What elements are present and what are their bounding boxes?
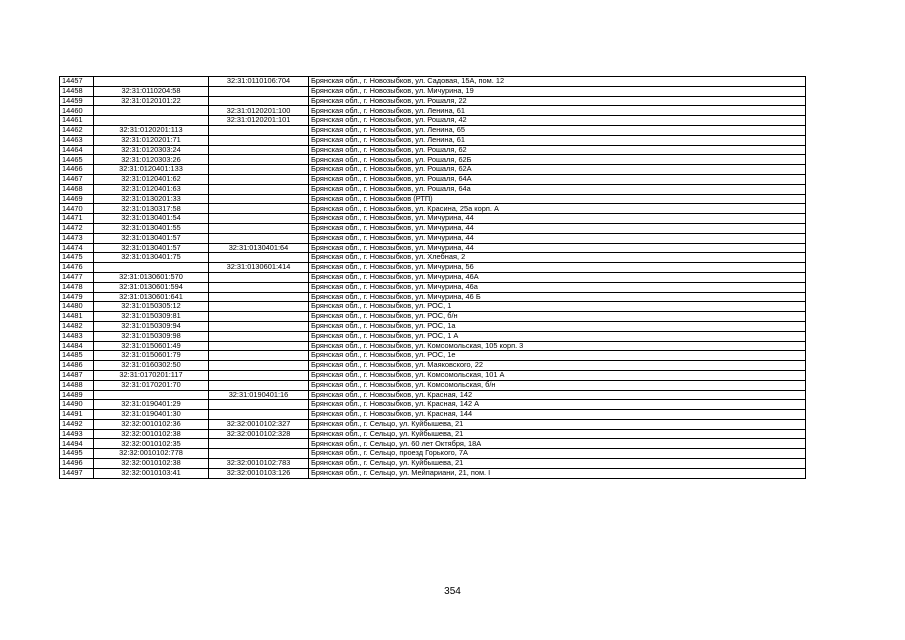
address-cell: Брянская обл., г. Сельцо, ул. Куйбышева, 21 (309, 429, 806, 439)
address-cell: Брянская обл., г. Новозыбков, ул. РОС, 1 А (309, 331, 806, 341)
cadastral-number-cell: 32:32:0010102:38 (94, 429, 209, 439)
secondary-cadastral-number-cell (209, 400, 309, 410)
table-row (60, 390, 806, 400)
secondary-cadastral-number-cell: 32:32:0010102:783 (209, 459, 309, 469)
address-cell: Брянская обл., г. Новозыбков, ул. Красина, 25а корп. А (309, 204, 806, 214)
cadastral-number-cell: 32:31:0120401:63 (94, 184, 209, 194)
secondary-cadastral-number-cell (209, 233, 309, 243)
secondary-cadastral-number-cell: 32:31:0120201:101 (209, 116, 309, 126)
address-cell: Брянская обл., г. Новозыбков, ул. РОС, 1а (309, 321, 806, 331)
table-row (60, 214, 806, 224)
address-cell: Брянская обл., г. Новозыбков, ул. Хлебная, 2 (309, 253, 806, 263)
secondary-cadastral-number-cell: 32:31:0120201:100 (209, 106, 309, 116)
table-row (60, 165, 806, 175)
address-cell: Брянская обл., г. Сельцо, ул. Мейпариани, 21, пом. I (309, 468, 806, 478)
cadastral-number-cell: 32:31:0150601:79 (94, 351, 209, 361)
cadastral-number-cell: 32:32:0010103:41 (94, 468, 209, 478)
table-row (60, 361, 806, 371)
cadastral-number-cell: 32:31:0170201:117 (94, 370, 209, 380)
table-row (60, 96, 806, 106)
secondary-cadastral-number-cell (209, 135, 309, 145)
secondary-cadastral-number-cell (209, 165, 309, 175)
cadastral-number-cell: 32:31:0150309:81 (94, 312, 209, 322)
address-cell: Брянская обл., г. Сельцо, ул. 60 лет Октября, 18А (309, 439, 806, 449)
cadastral-number-cell (94, 106, 209, 116)
secondary-cadastral-number-cell (209, 145, 309, 155)
address-cell: Брянская обл., г. Новозыбков, ул. Рошаля, 64а (309, 184, 806, 194)
row-number-cell: 14466 (60, 165, 94, 175)
secondary-cadastral-number-cell (209, 380, 309, 390)
cadastral-number-cell: 32:31:0120303:24 (94, 145, 209, 155)
table-row (60, 233, 806, 243)
secondary-cadastral-number-cell: 32:31:0110106:704 (209, 77, 309, 87)
table-row (60, 449, 806, 459)
table-row (60, 106, 806, 116)
table-row (60, 86, 806, 96)
cadastral-number-cell: 32:31:0150309:94 (94, 321, 209, 331)
address-cell: Брянская обл., г. Новозыбков, ул. Ленина, 65 (309, 125, 806, 135)
row-number-cell: 14483 (60, 331, 94, 341)
cadastral-number-cell (94, 263, 209, 273)
cadastral-number-cell: 32:31:0120201:71 (94, 135, 209, 145)
table-row (60, 400, 806, 410)
table-row (60, 312, 806, 322)
table-row (60, 351, 806, 361)
address-cell: Брянская обл., г. Новозыбков, ул. Рошаля, 62Б (309, 155, 806, 165)
table-row (60, 468, 806, 478)
address-cell: Брянская обл., г. Новозыбков, ул. РОС, 1 (309, 302, 806, 312)
row-number-cell: 14461 (60, 116, 94, 126)
address-cell: Брянская обл., г. Новозыбков, ул. Мичурина, 46А (309, 272, 806, 282)
table-row (60, 459, 806, 469)
address-cell: Брянская обл., г. Новозыбков, ул. Мичурина, 44 (309, 223, 806, 233)
address-cell: Брянская обл., г. Новозыбков (РТП) (309, 194, 806, 204)
table-row (60, 282, 806, 292)
row-number-cell: 14475 (60, 253, 94, 263)
secondary-cadastral-number-cell (209, 312, 309, 322)
cadastral-number-cell: 32:31:0130317:58 (94, 204, 209, 214)
address-cell: Брянская обл., г. Новозыбков, ул. Комсомольская, 105 корп. 3 (309, 341, 806, 351)
property-register-table (59, 76, 806, 479)
secondary-cadastral-number-cell (209, 253, 309, 263)
row-number-cell: 14481 (60, 312, 94, 322)
row-number-cell: 14493 (60, 429, 94, 439)
address-cell: Брянская обл., г. Новозыбков, ул. Комсомольская, б/н (309, 380, 806, 390)
row-number-cell: 14474 (60, 243, 94, 253)
table-row (60, 341, 806, 351)
row-number-cell: 14484 (60, 341, 94, 351)
address-cell: Брянская обл., г. Новозыбков, ул. Рошаля, 42 (309, 116, 806, 126)
table-row (60, 292, 806, 302)
row-number-cell: 14488 (60, 380, 94, 390)
row-number-cell: 14491 (60, 410, 94, 420)
address-cell: Брянская обл., г. Новозыбков, ул. Мичурина, 19 (309, 86, 806, 96)
row-number-cell: 14457 (60, 77, 94, 87)
row-number-cell: 14458 (60, 86, 94, 96)
address-cell: Брянская обл., г. Новозыбков, ул. Садовая, 15А, пом. 12 (309, 77, 806, 87)
cadastral-number-cell: 32:31:0120101:22 (94, 96, 209, 106)
table-row (60, 302, 806, 312)
row-number-cell: 14479 (60, 292, 94, 302)
address-cell: Брянская обл., г. Новозыбков, ул. Ленина, 61 (309, 135, 806, 145)
secondary-cadastral-number-cell (209, 292, 309, 302)
cadastral-number-cell: 32:31:0130601:594 (94, 282, 209, 292)
address-cell: Брянская обл., г. Новозыбков, ул. Рошаля, 62 (309, 145, 806, 155)
row-number-cell: 14472 (60, 223, 94, 233)
secondary-cadastral-number-cell (209, 449, 309, 459)
cadastral-number-cell (94, 116, 209, 126)
address-cell: Брянская обл., г. Новозыбков, ул. Красная, 142 (309, 390, 806, 400)
cadastral-number-cell: 32:31:0150601:49 (94, 341, 209, 351)
row-number-cell: 14473 (60, 233, 94, 243)
secondary-cadastral-number-cell (209, 214, 309, 224)
row-number-cell: 14478 (60, 282, 94, 292)
table-row (60, 223, 806, 233)
table-row (60, 155, 806, 165)
row-number-cell: 14495 (60, 449, 94, 459)
secondary-cadastral-number-cell (209, 86, 309, 96)
address-cell: Брянская обл., г. Сельцо, ул. Куйбышева, 21 (309, 419, 806, 429)
cadastral-number-cell: 32:31:0130601:641 (94, 292, 209, 302)
address-cell: Брянская обл., г. Новозыбков, ул. Красная, 144 (309, 410, 806, 420)
table-row (60, 253, 806, 263)
table-row (60, 194, 806, 204)
address-cell: Брянская обл., г. Новозыбков, ул. Комсомольская, 101 А (309, 370, 806, 380)
row-number-cell: 14490 (60, 400, 94, 410)
row-number-cell: 14494 (60, 439, 94, 449)
cadastral-number-cell (94, 390, 209, 400)
table-row (60, 174, 806, 184)
cadastral-number-cell: 32:32:0010102:36 (94, 419, 209, 429)
page-number: 354 (444, 586, 461, 597)
row-number-cell: 14476 (60, 263, 94, 273)
secondary-cadastral-number-cell (209, 351, 309, 361)
address-cell: Брянская обл., г. Новозыбков, ул. Красная, 142 А (309, 400, 806, 410)
address-cell: Брянская обл., г. Новозыбков, ул. Ленина, 61 (309, 106, 806, 116)
secondary-cadastral-number-cell (209, 282, 309, 292)
secondary-cadastral-number-cell: 32:32:0010102:328 (209, 429, 309, 439)
row-number-cell: 14464 (60, 145, 94, 155)
address-cell: Брянская обл., г. Новозыбков, ул. Мичурина, 56 (309, 263, 806, 273)
row-number-cell: 14492 (60, 419, 94, 429)
table-row (60, 116, 806, 126)
table-row (60, 204, 806, 214)
table-row (60, 145, 806, 155)
secondary-cadastral-number-cell: 32:31:0130401:64 (209, 243, 309, 253)
row-number-cell: 14489 (60, 390, 94, 400)
secondary-cadastral-number-cell (209, 125, 309, 135)
row-number-cell: 14465 (60, 155, 94, 165)
cadastral-number-cell: 32:31:0190401:29 (94, 400, 209, 410)
table-row (60, 77, 806, 87)
row-number-cell: 14496 (60, 459, 94, 469)
cadastral-number-cell: 32:31:0120401:62 (94, 174, 209, 184)
address-cell: Брянская обл., г. Новозыбков, ул. РОС, 1е (309, 351, 806, 361)
cadastral-number-cell (94, 77, 209, 87)
row-number-cell: 14469 (60, 194, 94, 204)
row-number-cell: 14471 (60, 214, 94, 224)
address-cell: Брянская обл., г. Новозыбков, ул. Рошаля, 64А (309, 174, 806, 184)
cadastral-number-cell: 32:32:0010102:778 (94, 449, 209, 459)
address-cell: Брянская обл., г. Новозыбков, ул. Мичурина, 46а (309, 282, 806, 292)
cadastral-number-cell: 32:31:0110204:58 (94, 86, 209, 96)
secondary-cadastral-number-cell (209, 96, 309, 106)
secondary-cadastral-number-cell: 32:31:0190401:16 (209, 390, 309, 400)
row-number-cell: 14487 (60, 370, 94, 380)
secondary-cadastral-number-cell (209, 439, 309, 449)
cadastral-number-cell: 32:31:0120201:113 (94, 125, 209, 135)
table-row (60, 370, 806, 380)
table-row (60, 419, 806, 429)
secondary-cadastral-number-cell (209, 155, 309, 165)
cadastral-number-cell: 32:31:0150309:98 (94, 331, 209, 341)
cadastral-number-cell: 32:31:0120303:26 (94, 155, 209, 165)
table-row (60, 125, 806, 135)
address-cell: Брянская обл., г. Новозыбков, ул. Рошаля, 22 (309, 96, 806, 106)
table-row (60, 410, 806, 420)
secondary-cadastral-number-cell (209, 184, 309, 194)
row-number-cell: 14485 (60, 351, 94, 361)
secondary-cadastral-number-cell: 32:31:0130601:414 (209, 263, 309, 273)
secondary-cadastral-number-cell: 32:32:0010102:327 (209, 419, 309, 429)
secondary-cadastral-number-cell (209, 174, 309, 184)
table-row (60, 331, 806, 341)
cadastral-number-cell: 32:31:0170201:70 (94, 380, 209, 390)
secondary-cadastral-number-cell (209, 370, 309, 380)
table-row (60, 380, 806, 390)
secondary-cadastral-number-cell (209, 223, 309, 233)
secondary-cadastral-number-cell (209, 272, 309, 282)
cadastral-number-cell: 32:32:0010102:38 (94, 459, 209, 469)
row-number-cell: 14486 (60, 361, 94, 371)
row-number-cell: 14497 (60, 468, 94, 478)
cadastral-number-cell: 32:31:0130401:75 (94, 253, 209, 263)
table-row (60, 243, 806, 253)
cadastral-number-cell: 32:31:0190401:30 (94, 410, 209, 420)
cadastral-number-cell: 32:31:0130401:57 (94, 243, 209, 253)
row-number-cell: 14467 (60, 174, 94, 184)
secondary-cadastral-number-cell (209, 321, 309, 331)
secondary-cadastral-number-cell (209, 302, 309, 312)
table-row (60, 263, 806, 273)
secondary-cadastral-number-cell: 32:32:0010103:126 (209, 468, 309, 478)
secondary-cadastral-number-cell (209, 194, 309, 204)
row-number-cell: 14468 (60, 184, 94, 194)
cadastral-number-cell: 32:31:0130401:55 (94, 223, 209, 233)
secondary-cadastral-number-cell (209, 361, 309, 371)
address-cell: Брянская обл., г. Новозыбков, ул. Рошаля, 62А (309, 165, 806, 175)
address-cell: Брянская обл., г. Новозыбков, ул. Мичурина, 44 (309, 214, 806, 224)
row-number-cell: 14477 (60, 272, 94, 282)
table-body (60, 77, 806, 479)
table-row (60, 272, 806, 282)
secondary-cadastral-number-cell (209, 341, 309, 351)
secondary-cadastral-number-cell (209, 331, 309, 341)
address-cell: Брянская обл., г. Сельцо, ул. Куйбышева, 21 (309, 459, 806, 469)
table-row (60, 439, 806, 449)
address-cell: Брянская обл., г. Сельцо, проезд Горького, 7А (309, 449, 806, 459)
cadastral-number-cell: 32:31:0130601:570 (94, 272, 209, 282)
table-row (60, 184, 806, 194)
cadastral-number-cell: 32:31:0120401:133 (94, 165, 209, 175)
cadastral-number-cell: 32:31:0150305:12 (94, 302, 209, 312)
row-number-cell: 14463 (60, 135, 94, 145)
table-row (60, 135, 806, 145)
address-cell: Брянская обл., г. Новозыбков, ул. Мичурина, 46 Б (309, 292, 806, 302)
row-number-cell: 14470 (60, 204, 94, 214)
address-cell: Брянская обл., г. Новозыбков, ул. РОС, б/н (309, 312, 806, 322)
address-cell: Брянская обл., г. Новозыбков, ул. Мичурина, 44 (309, 243, 806, 253)
cadastral-number-cell: 32:31:0130401:57 (94, 233, 209, 243)
secondary-cadastral-number-cell (209, 204, 309, 214)
row-number-cell: 14459 (60, 96, 94, 106)
row-number-cell: 14480 (60, 302, 94, 312)
row-number-cell: 14460 (60, 106, 94, 116)
cadastral-number-cell: 32:31:0160302:50 (94, 361, 209, 371)
cadastral-number-cell: 32:31:0130401:54 (94, 214, 209, 224)
secondary-cadastral-number-cell (209, 410, 309, 420)
address-cell: Брянская обл., г. Новозыбков, ул. Мичурина, 44 (309, 233, 806, 243)
row-number-cell: 14482 (60, 321, 94, 331)
cadastral-number-cell: 32:32:0010102:35 (94, 439, 209, 449)
table-row (60, 321, 806, 331)
row-number-cell: 14462 (60, 125, 94, 135)
cadastral-number-cell: 32:31:0130201:33 (94, 194, 209, 204)
address-cell: Брянская обл., г. Новозыбков, ул. Маяковского, 22 (309, 361, 806, 371)
table-row (60, 429, 806, 439)
